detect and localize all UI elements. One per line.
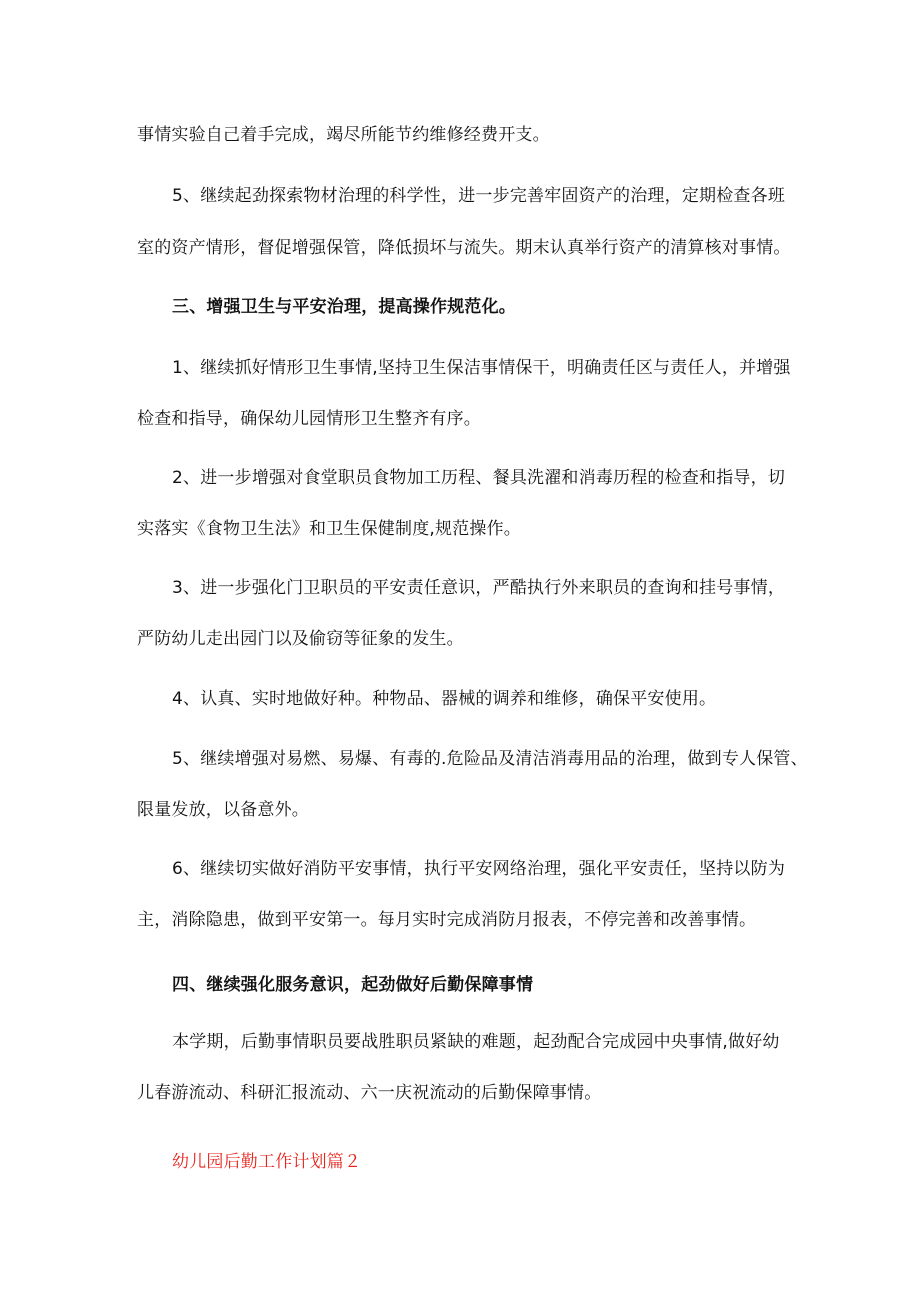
- paragraph-line: 主，消除隐患，做到平安第一。每月实时完成消防月报表，不停完善和改善事情。: [137, 910, 757, 930]
- paragraph-line: 4、认真、实时地做好种。种物品、器械的调养和维修，确保平安使用。: [172, 689, 717, 709]
- paragraph-line: 事情实验自己着手完成，竭尽所能节约维修经费开支。: [137, 125, 550, 145]
- paragraph-line: 本学期，后勤事情职员要战胜职员紧缺的难题，起劲配合完成园中央事情,做好幼: [172, 1032, 780, 1052]
- next-article-title[interactable]: 幼儿园后勤工作计划篇２: [172, 1152, 362, 1172]
- paragraph-line: 室的资产情形，督促增强保管，降低损坏与流失。期末认真举行资产的清算核对事情。: [137, 238, 791, 258]
- paragraph-line: 儿春游流动、科研汇报流动、六一庆祝流动的后勤保障事情。: [137, 1083, 602, 1103]
- paragraph-line: 实落实《食物卫生法》和卫生保健制度,规范操作。: [137, 519, 522, 539]
- section-heading-3: 三、增强卫生与平安治理，提高操作规范化。: [172, 297, 516, 317]
- paragraph-line: 严防幼儿走出园门以及偷窃等征象的发生。: [137, 629, 464, 649]
- paragraph-line: 2、进一步增强对食堂职员食物加工历程、餐具洗濯和消毒历程的检查和指导，切: [172, 468, 786, 488]
- section-heading-4: 四、继续强化服务意识，起劲做好后勤保障事情: [172, 975, 534, 995]
- paragraph-line: 5、继续增强对易燃、易爆、有毒的.危险品及清洁消毒用品的治理，做到专人保管、: [172, 749, 808, 769]
- paragraph-line: 检查和指导，确保幼儿园情形卫生整齐有序。: [137, 409, 481, 429]
- paragraph-line: 3、进一步强化门卫职员的平安责任意识，严酷执行外来职员的查询和挂号事情，: [172, 578, 786, 598]
- paragraph-line: 5、继续起劲探索物材治理的科学性，进一步完善牢固资产的治理，定期检查各班: [172, 186, 786, 206]
- paragraph-line: 1、继续抓好情形卫生事情,坚持卫生保洁事情保干，明确责任区与责任人，并增强: [172, 358, 791, 378]
- paragraph-line: 6、继续切实做好消防平安事情，执行平安网络治理，强化平安责任，坚持以防为: [172, 859, 786, 879]
- paragraph-line: 限量发放，以备意外。: [137, 800, 309, 820]
